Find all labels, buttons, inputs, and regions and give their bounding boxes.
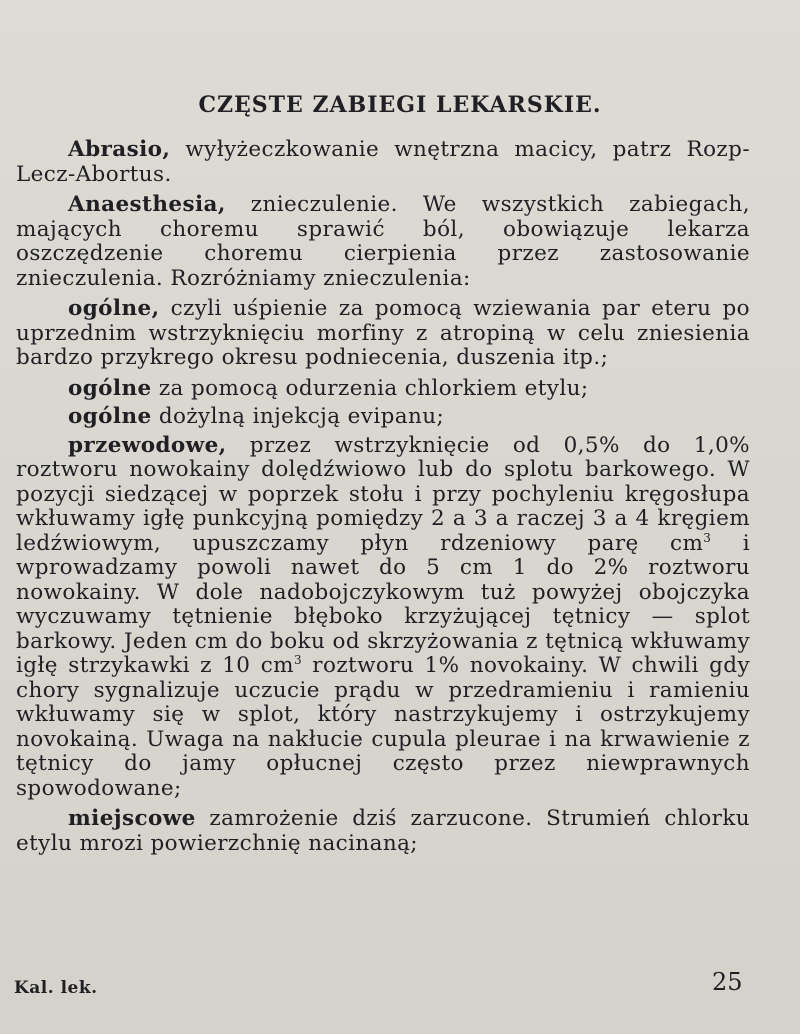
- definition-part-b: i wprowadzamy powoli nawet do 5 cm 1 do 2% roztworu nowokainy. W dole nadobojczykowym tuż powyżej obojczyka wyczuwamy tętnienie błęboko krzyżującej tętnicy — splot barkowy. Jeden cm do boku od skrzyżowania z tętnicą wkłuwamy igłę strzykawki z 10 cm: [16, 530, 750, 678]
- definition: za pomocą odurzenia chlorkiem etylu;: [151, 375, 589, 401]
- paragraph-abrasio: [16, 138, 750, 187]
- definition-part-a: przez wstrzyknięcie od 0,5% do 1,0% roztworu nowokainy dolędźwiowo lub do splotu barkowego. W pozycji siedzącej w poprzek stołu i przy pochyleniu kręgosłupa wkłuwamy igłę punkcyjną pomiędzy 2 a 3 a raczej 3 a 4 kręgiem ledźwiowym, upuszczamy płyn rdzeniowy parę cm: [16, 432, 750, 556]
- superscript: 3: [703, 530, 712, 545]
- page-body: [16, 138, 750, 862]
- paragraph-ogolne-chlorek: [16, 377, 750, 402]
- definition: czyli uśpienie za pomocą wziewania par eteru po uprzednim wstrzyknięciu morfiny z atropiną w celu zniesienia bardzo przykrego okresu podniecenia, duszenia itp.;: [16, 296, 750, 370]
- term: miejscowe: [68, 806, 196, 831]
- definition: znieczulenie. We wszystkich zabiegach, mających choremu sprawić ból, obowiązuje lekarza oszczędzenie choremu cierpienia przez zastosowanie znieczulenia. Rozróżniamy znieczulenia:: [16, 192, 750, 291]
- page-number: 25: [712, 968, 743, 996]
- term: ogólne,: [68, 296, 160, 321]
- footer-signature: Kal. lek.: [14, 978, 98, 998]
- paragraph-anaesthesia: [16, 193, 750, 291]
- definition: wyłyżeczkowanie wnętrzna macicy, patrz Rozp-Lecz-Abortus.: [16, 137, 750, 187]
- paragraph-ogolne-eter: [16, 297, 750, 371]
- term: Abrasio,: [68, 137, 171, 162]
- term: ogólne: [68, 404, 152, 429]
- definition: zamrożenie dziś zarzucone. Strumień chlorku etylu mrozi powierzchnię nacinaną;: [16, 806, 750, 856]
- term: przewodowe,: [68, 432, 227, 458]
- superscript: 3: [293, 652, 302, 667]
- page-title: CZĘSTE ZABIEGI LEKARSKIE.: [198, 92, 602, 118]
- paragraph-miejscowe: [16, 807, 750, 856]
- term: ogólne: [68, 375, 152, 401]
- paragraph-ogolne-evipan: [16, 405, 750, 430]
- term: Anaesthesia,: [68, 192, 226, 217]
- paragraph-przewodowe: [16, 434, 750, 802]
- definition: dożylną injekcją evipanu;: [151, 404, 445, 429]
- definition-part-c: roztworu 1% novokainy. W chwili gdy chory sygnalizuje uczucie prądu w przedramieniu i ramieniu wkłuwamy się w splot, który nastrzykujemy i ostrzykujemy novokainą. Uwaga na nakłucie cupula pleurae i na krwawienie z tętnicy do jamy opłucnej często przez niewprawnych spowodowane;: [16, 653, 750, 801]
